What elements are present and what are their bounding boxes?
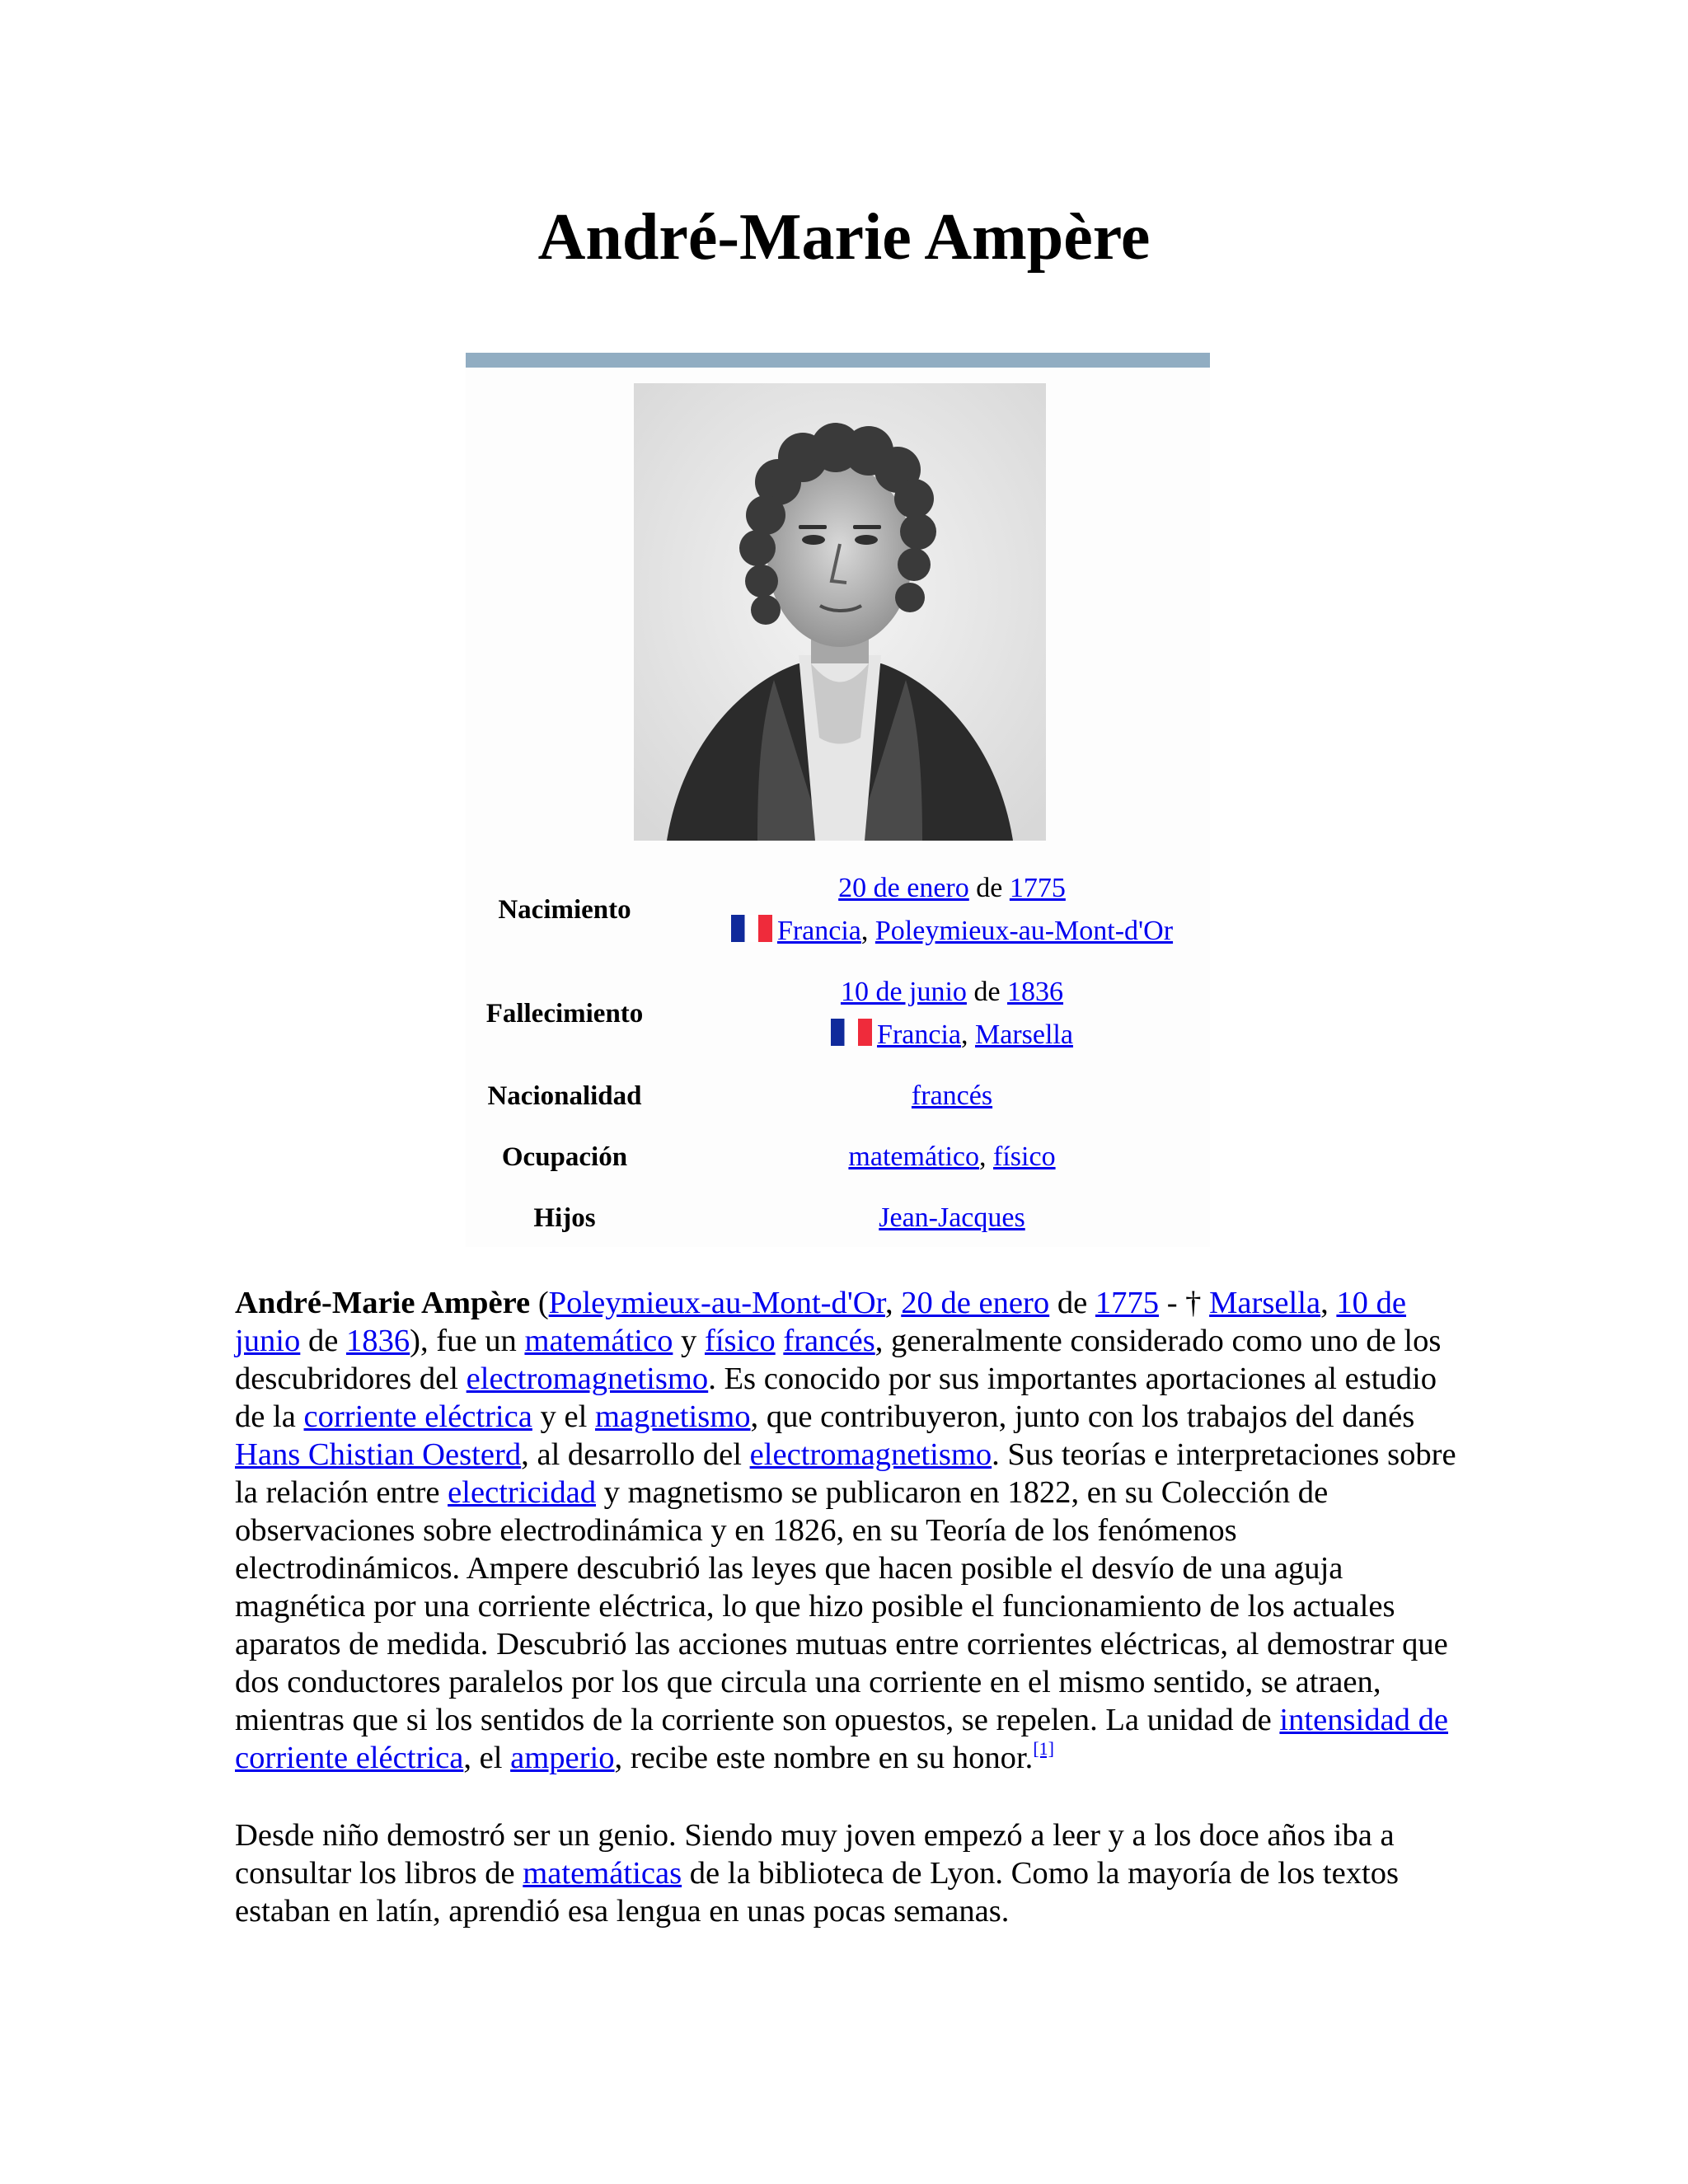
nationality-link[interactable]: francés: [911, 1080, 993, 1111]
text-span: [776, 1324, 784, 1358]
text-span: - †: [1159, 1286, 1210, 1320]
text-span: ,: [1320, 1286, 1337, 1320]
portrait-engraving: [634, 383, 1046, 841]
link-physicist[interactable]: físico: [704, 1324, 776, 1358]
text-span: ,: [884, 1286, 902, 1320]
link-death-year[interactable]: 1836: [346, 1324, 410, 1358]
link-electric-current[interactable]: corriente eléctrica: [303, 1399, 532, 1434]
death-place: [705, 1014, 1199, 1057]
death-value: [705, 971, 1199, 1057]
subject-name: André-Marie Ampère: [235, 1286, 531, 1320]
text-span: de: [1049, 1286, 1095, 1320]
death-date-sep: de: [966, 977, 1008, 1007]
link-mathematician[interactable]: matemático: [524, 1324, 673, 1358]
occupation-label: Ocupación: [501, 1142, 628, 1172]
france-flag-icon: [731, 915, 772, 942]
link-birthplace[interactable]: Poleymieux-au-Mont-d'Or: [548, 1286, 885, 1320]
nationality-label: Nacionalidad: [487, 1081, 642, 1111]
nationality-value: [705, 1075, 1199, 1118]
text-span: . Sus teorías e interpretaciones sobre la relación entre: [235, 1437, 1456, 1510]
link-ampere-unit[interactable]: amperio: [510, 1741, 615, 1775]
birth-place-link[interactable]: Poleymieux-au-Mont-d'Or: [874, 916, 1174, 946]
text-span: , recibe este nombre en su honor.: [614, 1741, 1034, 1775]
text-span: . Es conocido por sus importantes aportaciones al estudio de la: [235, 1361, 1437, 1434]
text-span: de la biblioteca de Lyon. Como la mayoría de los textos estaban en latín, aprendió esa lengua en unas pocas semanas.: [235, 1856, 1400, 1929]
text-span: y magnetismo se publicaron en 1822, en su Colección de observaciones sobre electrodinámica y en 1826, en su Teoría de los fenómenos electrodinámicos. Ampere descubrió las leyes que hacen posible el desvío de una aguja magnética por una corriente eléctrica, lo que hizo posible el funcionamiento de los actuales aparatos de medida. Descubrió las acciones mutuas entre corrientes eléctricas, al demostrar que dos conductores paralelos por los que circula una corriente en el mismo sentido, se atraen, mientras que si los sentidos de la corriente son opuestos, se repelen. La unidad de: [235, 1475, 1448, 1737]
occupation-sep: ,: [979, 1141, 994, 1172]
reference-link[interactable]: [1]: [1033, 1738, 1054, 1759]
text-span: , generalmente considerado como uno de los descubridores del: [235, 1324, 1442, 1396]
link-death-day[interactable]: 10 de junio: [235, 1286, 1407, 1358]
occupation-value: [705, 1136, 1199, 1179]
link-current-intensity[interactable]: intensidad de corriente eléctrica: [235, 1703, 1449, 1775]
text-span: , que contribuyeron, junto con los trabajos del danés: [750, 1399, 1415, 1434]
intro-paragraph: [235, 1284, 1463, 1777]
birth-value: [705, 867, 1199, 953]
text-span: y el: [532, 1399, 595, 1434]
link-birth-year[interactable]: 1775: [1095, 1286, 1160, 1320]
birth-day-link[interactable]: 20 de enero: [838, 873, 969, 903]
text-span: Desde niño demostró ser un genio. Siendo muy joven empezó a leer y a los doce años iba a consultar los libros de: [235, 1818, 1395, 1891]
death-place-link[interactable]: Marsella: [975, 1019, 1073, 1050]
link-birth-day[interactable]: 20 de enero: [901, 1286, 1050, 1320]
text-span: , al desarrollo del: [521, 1437, 750, 1472]
birth-year-link[interactable]: 1775: [1009, 873, 1066, 903]
death-label: Fallecimiento: [485, 999, 644, 1029]
text-span: ), fue un: [410, 1324, 525, 1358]
link-oersted[interactable]: Hans Chistian Oesterd: [235, 1437, 522, 1472]
death-date: [705, 971, 1199, 1014]
birth-place-sep: ,: [860, 916, 875, 946]
page-title: André-Marie Ampère: [537, 201, 1151, 274]
death-place-sep: ,: [961, 1019, 975, 1050]
infobox-header-bar: [466, 353, 1210, 368]
childhood-paragraph: [235, 1816, 1463, 1930]
children-link[interactable]: Jean-Jacques: [879, 1202, 1025, 1233]
death-day-link[interactable]: 10 de junio: [840, 977, 967, 1007]
portrait-image: [634, 383, 1046, 841]
france-flag-icon: [831, 1019, 872, 1046]
link-electromagnetism-2[interactable]: electromagnetismo: [749, 1437, 992, 1472]
text-span: de: [300, 1324, 347, 1358]
link-electromagnetism[interactable]: electromagnetismo: [466, 1361, 709, 1396]
text-span: (: [530, 1286, 549, 1320]
occupation-link-mathematician[interactable]: matemático: [848, 1141, 980, 1172]
birth-date-sep: de: [968, 873, 1010, 903]
link-french[interactable]: francés: [783, 1324, 875, 1358]
death-year-link[interactable]: 1836: [1007, 977, 1064, 1007]
link-magnetism[interactable]: magnetismo: [594, 1399, 751, 1434]
children-value: [705, 1197, 1199, 1240]
text-span: , el: [463, 1741, 511, 1775]
children-label: Hijos: [533, 1203, 596, 1233]
link-mathematics[interactable]: matemáticas: [523, 1856, 682, 1891]
link-electricity[interactable]: electricidad: [448, 1475, 597, 1510]
birth-label: Nacimiento: [498, 895, 631, 925]
death-country-link[interactable]: Francia: [877, 1019, 961, 1050]
birth-country-link[interactable]: Francia: [776, 916, 861, 946]
occupation-link-physicist[interactable]: físico: [993, 1141, 1056, 1172]
birth-date: [705, 867, 1199, 910]
link-deathplace[interactable]: Marsella: [1209, 1286, 1321, 1320]
birth-place: [705, 910, 1199, 953]
text-span: y: [673, 1324, 705, 1358]
